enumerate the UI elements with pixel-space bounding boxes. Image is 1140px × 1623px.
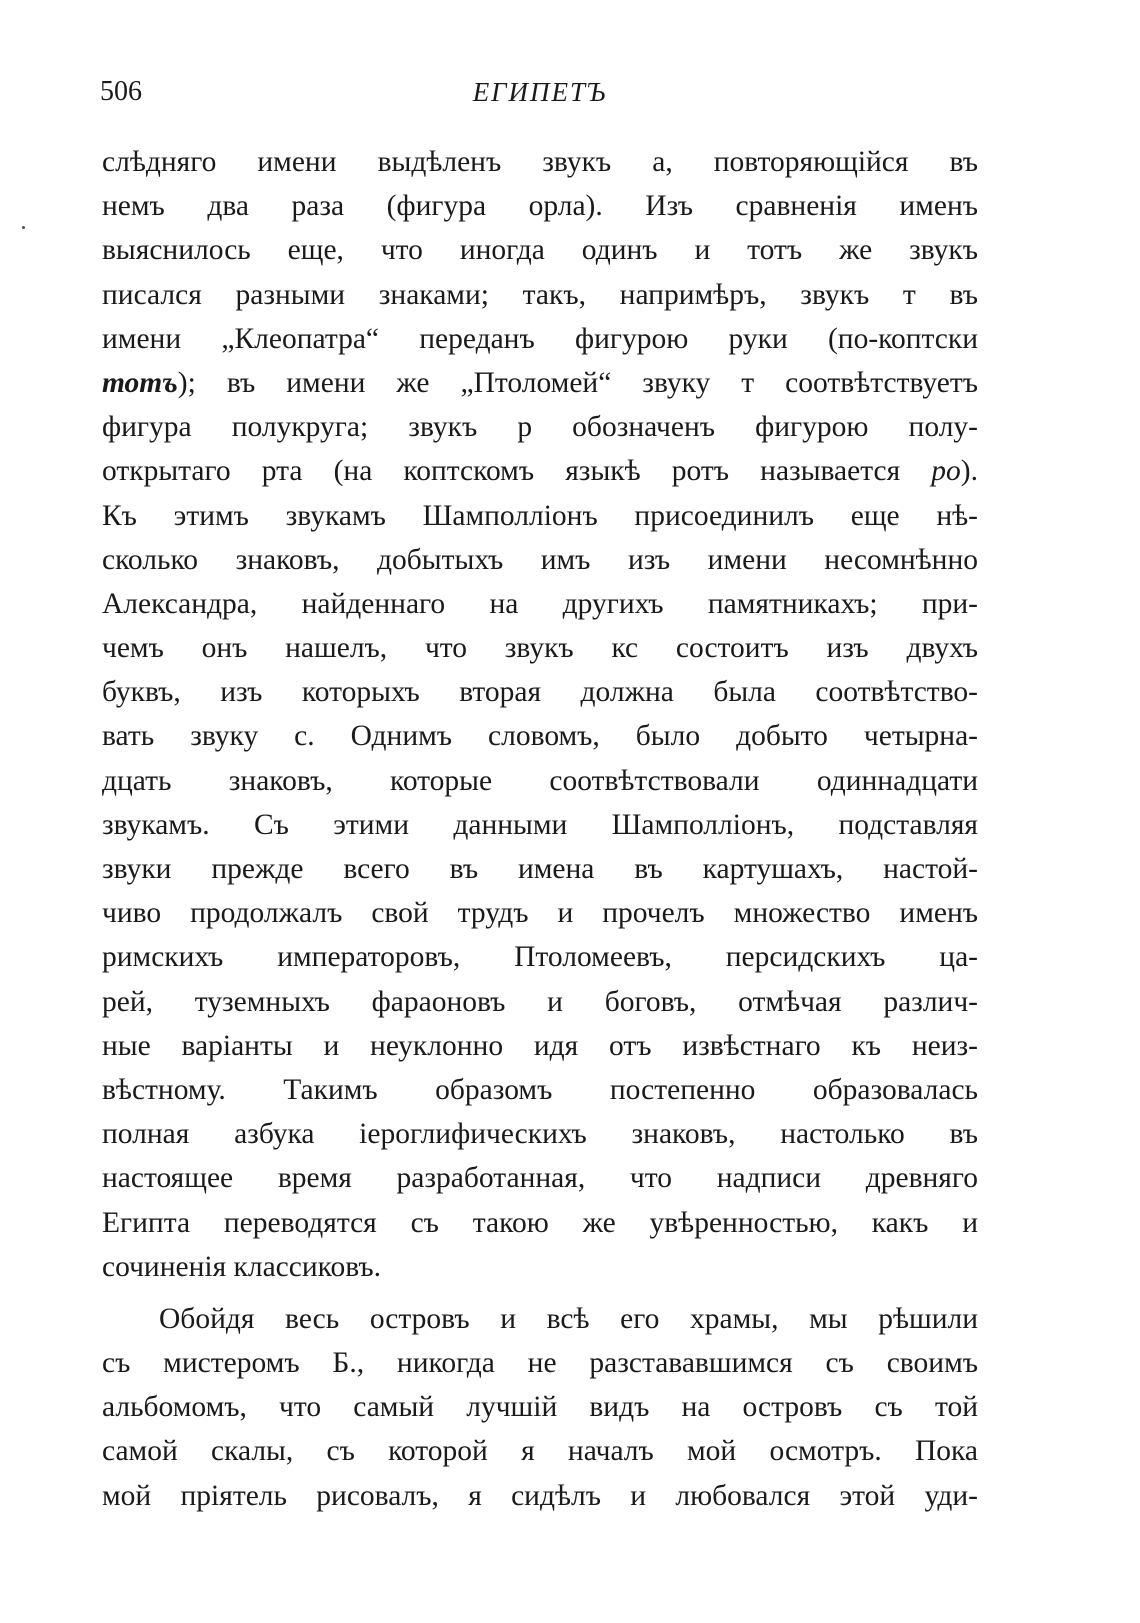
text-line: мой пріятель рисовалъ, я сидѣлъ и любовался этой уди- — [102, 1479, 978, 1512]
italic-word: ро — [931, 455, 961, 488]
text-line: самой скалы, съ которой я началъ мой осмотръ. Пока — [102, 1435, 978, 1468]
text-segment: ). — [960, 455, 978, 488]
text-line: вать звуку с. Однимъ словомъ, было добыто четырна- — [102, 720, 978, 753]
text-line: альбомомъ, что самый лучшій видъ на островъ съ той — [102, 1391, 978, 1424]
text-line: буквъ, изъ которыхъ вторая должна была соотвѣтство- — [102, 676, 978, 709]
text-line: сочиненія классиковъ. — [102, 1250, 382, 1283]
text-line: чиво продолжалъ свой трудъ и прочелъ множество именъ — [102, 897, 978, 930]
paragraph-2 — [102, 1297, 978, 1518]
text-line — [102, 449, 978, 493]
text-line: звукамъ. Съ этими данными Шамполліонъ, подставляя — [102, 808, 978, 841]
text-line: настоящее время разработанная, что надписи древняго — [102, 1162, 978, 1195]
paragraph-1 — [102, 140, 978, 1289]
scan-speck — [22, 226, 25, 229]
text-line: звуки прежде всего въ имена въ картушахъ, настой- — [102, 853, 978, 885]
paragraph-gap — [102, 1289, 978, 1297]
text-segment: ); въ имени же „Птоломей“ звуку т соотвѣтствуетъ — [177, 366, 978, 399]
italic-word: тотъ — [102, 366, 178, 399]
text-segment: открытаго рта (на коптскомъ языкѣ ротъ называется — [102, 455, 932, 488]
text-line: дцать знаковъ, которые соотвѣтствовали одиннадцати — [102, 764, 978, 797]
text-line: выяснилось еще, что иногда одинъ и тотъ же звукъ — [102, 234, 978, 267]
running-head: ЕГИПЕТЪ — [472, 77, 608, 107]
text-line: слѣдняго имени выдѣленъ звукъ а, повторяющійся въ — [102, 146, 978, 178]
text-line: немъ два раза (фигура орла). Изъ сравненія именъ — [102, 190, 978, 223]
text-line: полная азбука іероглифическихъ знаковъ, настолько въ — [102, 1118, 978, 1151]
text-line: Обойдя весь островъ и всѣ его храмы, мы рѣшили — [159, 1302, 978, 1335]
text-line: имени „Клеопатра“ переданъ фигурою руки (по-коптски — [102, 322, 978, 355]
text-line: ные варіанты и неуклонно идя отъ извѣстнаго къ неиз- — [102, 1029, 978, 1062]
text-line: Къ этимъ звукамъ Шамполліонъ присоединилъ еще нѣ- — [102, 499, 978, 532]
text-line: Александра, найденнаго на другихъ памятникахъ; при- — [102, 587, 978, 620]
text-line: рей, туземныхъ фараоновъ и боговъ, отмѣчая различ- — [102, 985, 978, 1018]
body-text — [102, 140, 978, 1518]
text-line — [102, 361, 978, 405]
text-line: римскихъ императоровъ, Птоломеевъ, персидскихъ ца- — [102, 941, 978, 974]
text-line: съ мистеромъ Б., никогда не разстававшимся съ своимъ — [102, 1347, 978, 1380]
page-header — [100, 74, 980, 114]
text-line: сколько знаковъ, добытыхъ имъ изъ имени несомнѣнно — [102, 543, 978, 576]
text-line: чемъ онъ нашелъ, что звукъ кс состоитъ изъ двухъ — [102, 632, 978, 665]
text-line: фигура полукруга; звукъ р обозначенъ фигурою полу- — [102, 411, 978, 444]
text-line: писался разными знаками; такъ, напримѣръ, звукъ т въ — [102, 278, 978, 311]
text-line: Египта переводятся съ такою же увѣренностью, какъ и — [102, 1206, 978, 1239]
page-number: 506 — [100, 76, 142, 107]
text-line: вѣстному. Такимъ образомъ постепенно образовалась — [102, 1073, 978, 1106]
